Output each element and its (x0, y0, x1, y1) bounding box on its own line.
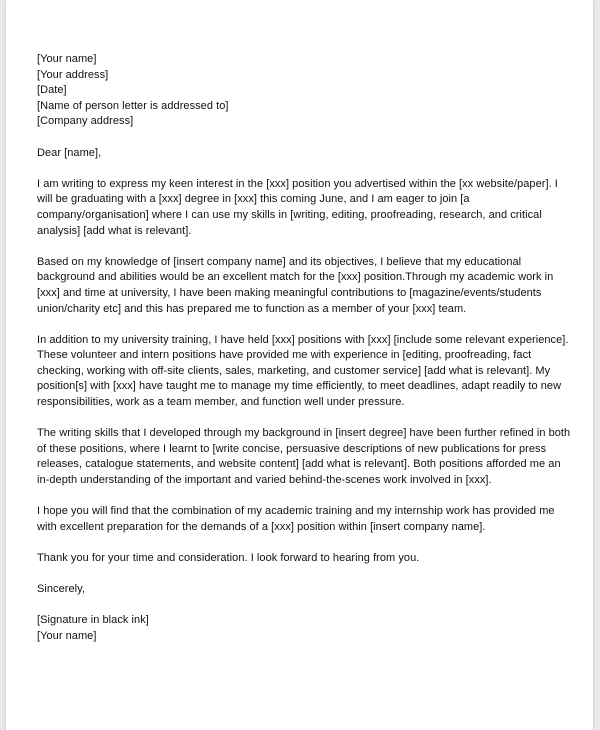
spacer (37, 489, 577, 505)
paragraph-knowledge (37, 255, 577, 317)
signature-block (37, 613, 577, 644)
signature-name: [Your name] (37, 629, 97, 642)
recipient-name: [Name of person letter is addressed to] (37, 99, 229, 112)
paragraph-line: Thank you for your time and consideration. I look forward to hearing from you. (37, 552, 420, 564)
paragraph-line: checking, working with off-site clients, sales, marketing, and customer service] [add what is relevant]. My (37, 364, 551, 377)
paragraph-line: responsibilities, work as a team member, and function well under pressure. (37, 396, 405, 409)
sender-block (37, 52, 577, 130)
spacer (37, 239, 577, 255)
paragraph-line: The writing skills that I developed through my background in [insert degree] have been further refined in both (37, 427, 571, 440)
paragraph-line: Based on my knowledge of [insert company name] and its objectives, I believe that my educational (37, 255, 522, 268)
paragraph-line: in-depth understanding of the important and varied behind-the-scenes work involved in [xxx]. (37, 474, 492, 487)
paragraph-line: position[s] with [xxx] have taught me to manage my time efficiently, to meet deadlines, adapt readily to new (37, 380, 562, 393)
spacer (37, 567, 577, 583)
paragraph-line: union/charity etc] and this has prepared me to function as a member of your [xxx] team. (37, 302, 467, 315)
spacer (37, 130, 577, 146)
sender-name: [Your name] (37, 53, 97, 65)
paragraph-line: In addition to my university training, I have held [xxx] positions with [xxx] [include some relevant experience]. (37, 333, 569, 346)
paragraph-line: releases, catalogue statements, and website content] [add what is relevant]. Both positions afforded me an (37, 458, 561, 471)
letter-date: [Date] (37, 84, 67, 97)
paragraph-line: with excellent preparation for the demands of a [xxx] position within [insert company name]. (37, 520, 486, 533)
paragraph-line: background and abilities would be an excellent match for the [xxx] position.Through my academic work in (37, 271, 554, 284)
sender-address: [Your address] (37, 68, 109, 81)
spacer (37, 161, 577, 177)
paragraph-thanks (37, 551, 577, 567)
spacer (37, 411, 577, 427)
spacer (37, 535, 577, 551)
paragraph-line: These volunteer and intern positions have provided me with experience in [editing, proofreading, fact (37, 349, 532, 362)
document-page (6, 0, 593, 730)
paragraph-line: company/organisation] where I can use my skills in [writing, editing, proofreading, research, and critical (37, 208, 542, 221)
paragraph-line: [xxx] and time at university, I have been making meaningful contributions to [magazine/events/students (37, 286, 542, 299)
paragraph-intro (37, 177, 577, 239)
paragraph-experience (37, 333, 577, 411)
paragraph-writing-skills (37, 426, 577, 488)
closing: Sincerely, (37, 583, 85, 596)
company-address: [Company address] (37, 115, 134, 128)
cover-letter (37, 52, 577, 645)
spacer (37, 598, 577, 614)
paragraph-hope (37, 504, 577, 535)
signature-placeholder: [Signature in black ink] (37, 614, 149, 627)
paragraph-line: analysis] [add what is relevant]. (37, 224, 192, 237)
paragraph-line: I am writing to express my keen interest in the [xxx] position you advertised within the [xx website/paper]. I (37, 177, 558, 190)
paragraph-line: of these positions, where I learnt to [write concise, persuasive descriptions of new publications for press (37, 442, 547, 455)
paragraph-line: I hope you will find that the combination of my academic training and my internship work has provided me (37, 505, 555, 518)
salutation: Dear [name], (37, 146, 102, 159)
paragraph-line: will be graduating with a [xxx] degree in [xxx] this coming June, and I am eager to join [a (37, 193, 470, 206)
spacer (37, 317, 577, 333)
